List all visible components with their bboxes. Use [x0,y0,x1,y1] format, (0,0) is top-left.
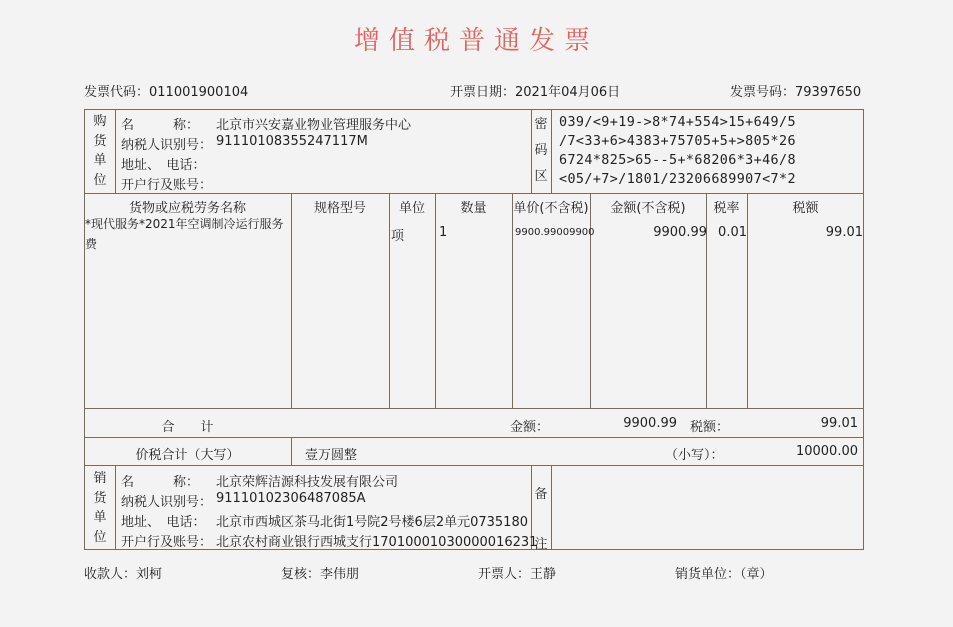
cipher-section-label [531,112,551,190]
row-tax: 99.01 [825,225,863,240]
divider [551,465,552,550]
buyer-name-value: 北京市兴安嘉业物业管理服务中心 [216,118,412,133]
seller-tax-label: 纳税人识别号： [121,495,213,510]
buyer-name-label: 名 称： [121,118,200,133]
seller-section-char: 位 [93,529,107,545]
totals-label: 合 计 [161,420,214,435]
row-item-line1: *现代服务*2021年空调制冷运行服务 [85,217,284,231]
row-item-line2: 费 [85,237,98,251]
seller-bank-value: 北京农村商业银行西城支行17010001030000016231 [216,535,538,550]
grand-total-small-value: 10000.00 [795,444,858,459]
buyer-section-label [90,112,110,190]
cipher-line: /7<33+6>4383+75705+5+>805*26 [559,134,796,149]
buyer-tax-label: 纳税人识别号： [121,138,213,153]
divider [84,408,864,409]
seller-section-char: 单 [93,510,107,525]
row-qty: 1 [439,225,448,240]
cipher-line: 039/<9+19->8*74+554>15+649/5 [559,115,796,130]
invoice-title: 增值税普通发票 [353,26,599,56]
row-unit: 项 [391,229,405,244]
divider [435,193,436,408]
seller-stamp-label: 销货单位：（章） [675,567,773,582]
remarks-section-char: 备 [534,487,548,502]
issuer [478,563,556,582]
seller-address-label: 地址、 电话： [121,515,206,530]
row-price: 9900.99009900 [515,227,595,238]
cipher-section-char: 密 [534,117,548,132]
seller-name-label: 名 称： [121,475,200,490]
seller-bank-label: 开户行及账号： [121,535,213,550]
reviewer-label: 复核： [281,567,321,582]
totals-amount-label: 金额： [510,420,550,435]
buyer-section-char: 购 [93,114,107,129]
row-amount: 9900.99 [653,225,707,240]
grand-total-label: 价税合计（大写） [135,448,240,463]
header-price: 单价(不含税) [513,201,589,216]
seller-section-label [90,469,110,547]
issuer-label: 开票人： [478,567,531,582]
divider [590,193,591,408]
totals-amount-value: 9900.99 [623,416,677,431]
header-amount: 金额(不含税) [610,201,686,216]
buyer-address-label: 地址、 电话： [121,158,206,173]
cipher-line: 6724*825>65--5+*68206*3+46/8 [559,153,796,168]
grand-total-words: 壹万圆整 [305,448,358,463]
divider [115,109,116,193]
payee [84,563,162,582]
buyer-section-char: 单 [93,153,107,168]
issuer-value: 王静 [530,567,557,582]
invoice-number [730,81,861,100]
divider [389,193,390,408]
header-qty: 数量 [460,201,487,216]
row-rate: 0.01 [718,225,747,240]
payee-label: 收款人： [84,567,137,582]
invoice-date [450,81,620,100]
cipher-section-char: 码 [534,143,548,158]
divider [291,437,292,465]
header-spec: 规格型号 [313,201,366,216]
divider [551,109,552,193]
grand-total-small-label: （小写）： [665,448,724,463]
remarks-section-label [531,470,551,570]
divider [84,465,864,466]
buyer-section-char: 位 [93,172,107,188]
invoice-date-value: 2021年04月06日 [515,85,621,100]
buyer-bank-label: 开户行及账号： [121,178,213,193]
remarks-section-char: 注 [534,537,548,552]
seller-name-value: 北京荣辉洁源科技发展有限公司 [216,475,399,490]
buyer-section-char: 货 [93,133,107,149]
divider [747,193,748,408]
totals-tax-value: 99.01 [820,416,858,431]
header-item: 货物或应税劳务名称 [128,201,246,216]
seller-address-value: 北京市西城区茶马北街1号院2号楼6层2单元0735180 [216,515,528,530]
header-tax: 税额 [792,201,819,216]
invoice-code [84,81,248,100]
invoice-code-label: 发票代码： [84,85,150,100]
invoice-number-value: 79397650 [795,85,862,100]
divider [291,193,292,408]
cipher-section-char: 区 [534,169,548,184]
buyer-tax-value: 91110108355247117M [216,134,368,149]
header-rate: 税率 [713,201,740,216]
seller-tax-value: 91110102306487085A [216,491,366,506]
divider [84,437,864,438]
reviewer-value: 李伟朋 [320,567,360,582]
cipher-line: <05/+7>/1801/23206689907<7*2 [559,172,796,187]
seller-section-char: 销 [93,471,107,486]
invoice-code-value: 011001900104 [149,85,249,100]
payee-value: 刘柯 [136,567,163,582]
divider [512,193,513,408]
seller-section-char: 货 [93,490,107,506]
totals-tax-label: 税额： [690,420,730,435]
header-unit: 单位 [398,201,425,216]
reviewer [281,563,359,582]
invoice-number-label: 发票号码： [730,85,796,100]
invoice-date-label: 开票日期： [450,85,516,100]
divider [115,465,116,550]
